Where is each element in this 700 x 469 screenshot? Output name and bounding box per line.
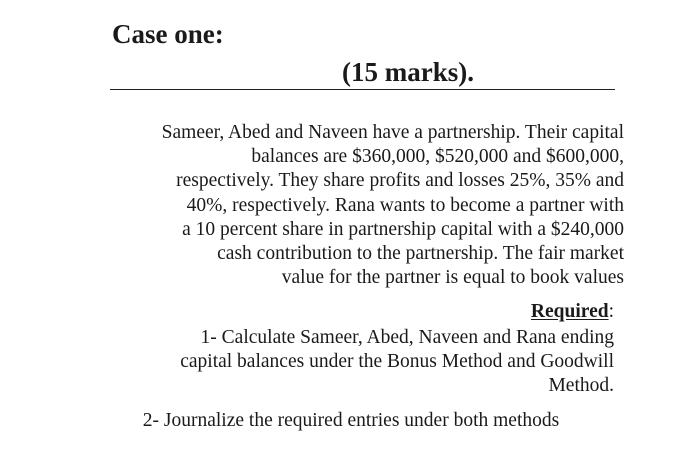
paragraph-line: a 10 percent share in partnership capital with a $240,000 — [182, 218, 624, 240]
marks-label: (15 marks). — [342, 57, 474, 87]
paragraph-line: respectively. They share profits and losses 25%, 35% and — [176, 170, 624, 192]
paragraph-line: Sameer, Abed and Naveen have a partnership. Their capital — [161, 122, 624, 143]
case-heading: Case one: — [112, 19, 224, 49]
required-heading — [88, 300, 614, 324]
paragraph-line: balances are $360,000, $520,000 and $600,000, — [251, 146, 624, 168]
case-paragraph — [88, 121, 624, 290]
paragraph-line: value for the partner is equal to book values — [281, 267, 624, 289]
heading-divider — [110, 89, 615, 90]
required-label: Required — [530, 301, 609, 322]
item1-line: capital balances under the Bonus Method and Goodwill — [180, 351, 614, 373]
paragraph-line: cash contribution to the partnership. The fair market — [217, 243, 624, 265]
required-colon: : — [608, 301, 614, 322]
item1-line: Method. — [548, 375, 614, 397]
requirement-item-2: 2- Journalize the required entries under both methods — [142, 410, 560, 431]
requirement-item-1 — [88, 326, 614, 399]
item1-line: 1- Calculate Sameer, Abed, Naveen and Rana ending — [200, 327, 614, 348]
paragraph-line: 40%, respectively. Rana wants to become a partner with — [186, 194, 624, 216]
